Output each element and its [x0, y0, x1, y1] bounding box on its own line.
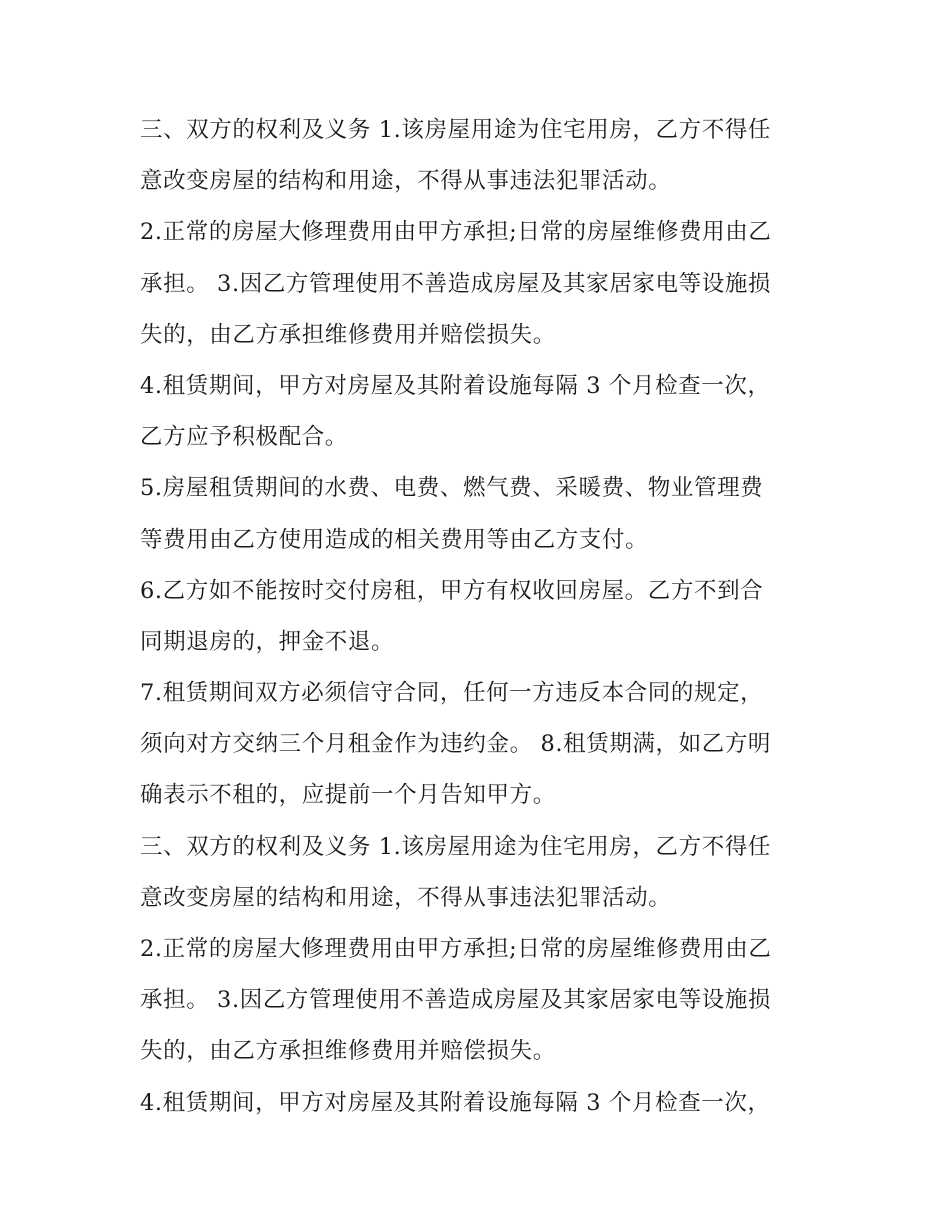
text-line: 承担。 3.因乙方管理使用不善造成房屋及其家居家电等设施损	[140, 987, 772, 1014]
text-line: 须向对方交纳三个月租金作为违约金。 8.租赁期满，如乙方明	[140, 731, 772, 758]
text-line: 等费用由乙方使用造成的相关费用等由乙方支付。	[140, 526, 649, 553]
text-line: 同期退房的，押金不退。	[140, 628, 395, 655]
text-line: 6.乙方如不能按时交付房租，甲方有权收回房屋。乙方不到合	[140, 577, 764, 604]
text-line: 承担。 3.因乙方管理使用不善造成房屋及其家居家电等设施损	[140, 270, 772, 297]
text-line: 2.正常的房屋大修理费用由甲方承担;日常的房屋维修费用由乙	[140, 219, 772, 246]
text-line: 4.租赁期间，甲方对房屋及其附着设施每隔 3 个月检查一次，	[140, 1089, 771, 1116]
text-line: 失的，由乙方承担维修费用并赔偿损失。	[140, 1038, 556, 1065]
text-line: 7.租赁期间双方必须信守合同，任何一方违反本合同的规定，	[140, 680, 764, 707]
text-line: 失的，由乙方承担维修费用并赔偿损失。	[140, 321, 556, 348]
document-body	[140, 109, 820, 1133]
text-line: 三、双方的权利及义务 1.该房屋用途为住宅用房，乙方不得任	[140, 117, 772, 143]
text-line: 确表示不租的，应提前一个月告知甲方。	[140, 782, 556, 809]
text-line: 4.租赁期间，甲方对房屋及其附着设施每隔 3 个月检查一次，	[140, 372, 771, 399]
text-line: 意改变房屋的结构和用途，不得从事违法犯罪活动。	[140, 168, 672, 195]
text-line: 乙方应予积极配合。	[140, 424, 348, 451]
text-line: 2.正常的房屋大修理费用由甲方承担;日常的房屋维修费用由乙	[140, 936, 772, 962]
text-line: 意改变房屋的结构和用途，不得从事违法犯罪活动。	[140, 884, 672, 911]
text-line: 三、双方的权利及义务 1.该房屋用途为住宅用房，乙方不得任	[140, 833, 772, 860]
text-line: 5.房屋租赁期间的水费、电费、燃气费、采暖费、物业管理费	[140, 475, 764, 502]
